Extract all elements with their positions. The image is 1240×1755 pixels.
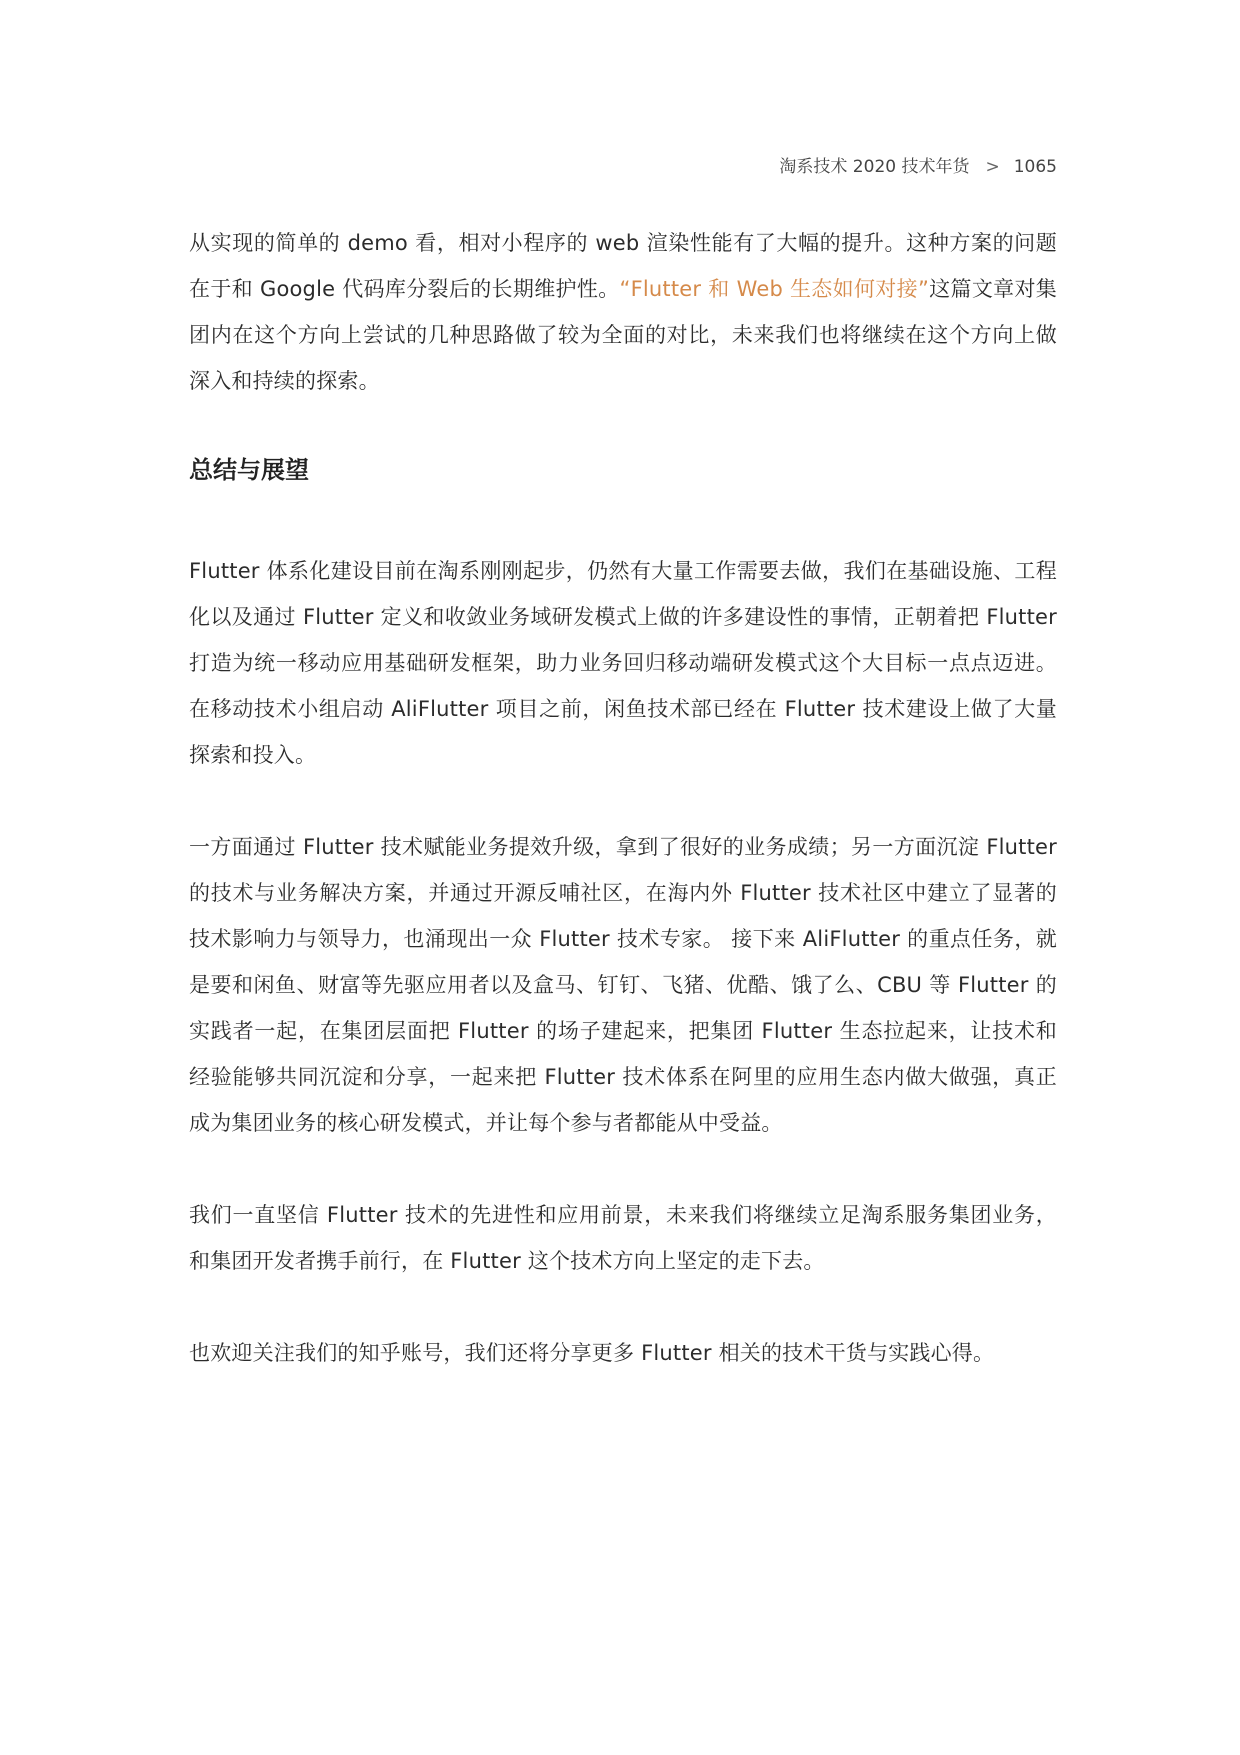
page-body xyxy=(189,220,1057,1376)
paragraph-intro xyxy=(189,220,1057,404)
page-number: 1065 xyxy=(1013,157,1057,177)
paragraph-belief: 我们一直坚信 Flutter 技术的先进性和应用前景，未来我们将继续立足淘系服务集团业务，和集团开发者携手前行，在 Flutter 这个技术方向上坚定的走下去。 xyxy=(189,1203,1057,1273)
article-link[interactable]: “Flutter 和 Web 生态如何对接” xyxy=(619,277,930,301)
header-separator: > xyxy=(985,157,1000,177)
running-header xyxy=(779,152,1057,177)
paragraph-intro-text-1: 从实现的简单的 demo 看，相对小程序的 web 渲染性能有了大幅的提升。这种方案的问题在于和 Google 代码库分裂后的长期维护性。 xyxy=(189,231,1057,301)
paragraph-intro-text-2: 这篇文章对集团内在这个方向上尝试的几种思路做了较为全面的对比，未来我们也将继续在这个方向上做深入和持续的探索。 xyxy=(189,277,1058,393)
paragraph-ecosystem: 一方面通过 Flutter 技术赋能业务提效升级，拿到了很好的业务成绩；另一方面沉淀 Flutter 的技术与业务解决方案，并通过开源反哺社区，在海内外 Flutter 技术社区中建立了显著的技术影响力与领导力，也涌现出一众 Flutter 技术专家。 接下来 AliFlutter 的重点任务，就是要和闲鱼、财富等先驱应用者以及盒马、钉钉、飞猪、优酷、饿了么、CBU 等 Flutter 的实践者一起，在集团层面把 Flutter 的场子建起来，把集团 Flutter 生态拉起来，让技术和经验能够共同沉淀和分享，一起来把 Flutter 技术体系在阿里的应用生态内做大做强，真正成为集团业务的核心研发模式，并让每个参与者都能从中受益。 xyxy=(189,835,1057,1135)
paragraph-follow: 也欢迎关注我们的知乎账号，我们还将分享更多 Flutter 相关的技术干货与实践心得。 xyxy=(189,1341,995,1365)
paragraph-summary: Flutter 体系化建设目前在淘系刚刚起步，仍然有大量工作需要去做，我们在基础设施、工程化以及通过 Flutter 定义和收敛业务域研发模式上做的许多建设性的事情，正朝着把 Flutter 打造为统一移动应用基础研发框架，助力业务回归移动端研发模式这个大目标一点点迈进。 在移动技术小组启动 AliFlutter 项目之前，闲鱼技术部已经在 Flutter 技术建设上做了大量探索和投入。 xyxy=(189,559,1057,767)
section-title: 总结与展望 xyxy=(189,456,309,484)
book-title: 淘系技术 2020 技术年货 xyxy=(779,157,970,177)
